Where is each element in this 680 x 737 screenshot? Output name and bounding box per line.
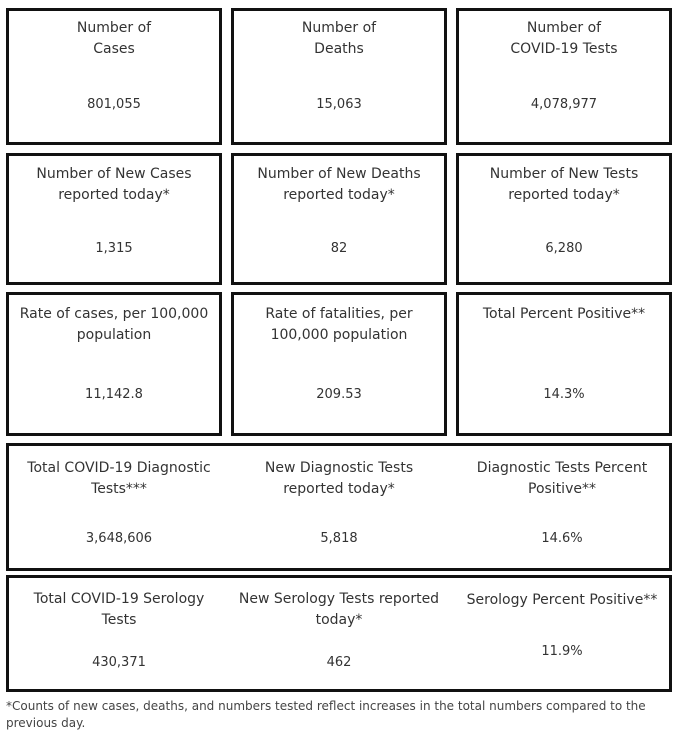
card-label: Number of Cases bbox=[76, 20, 152, 57]
card-value: 4,078,977 bbox=[530, 97, 598, 112]
card-new-tests-today bbox=[456, 153, 672, 285]
card-label: Number of New Deaths reported today* bbox=[257, 166, 421, 203]
card-value: 15,063 bbox=[316, 97, 362, 112]
card-value: 14.3% bbox=[543, 387, 585, 402]
serology-new-tests-today bbox=[231, 578, 447, 689]
card-value: 462 bbox=[326, 655, 352, 670]
card-label: Rate of cases, per 100,000 population bbox=[19, 306, 209, 343]
card-label: Number of New Cases reported today* bbox=[36, 166, 192, 203]
card-label: Number of COVID-19 Tests bbox=[510, 20, 618, 57]
card-value: 5,818 bbox=[320, 531, 358, 546]
card-value: 11.9% bbox=[541, 644, 583, 659]
footnote: *Counts of new cases, deaths, and numbers tested reflect increases in the total numbers compared to the previous day. bbox=[6, 699, 646, 730]
card-label: Total COVID-19 Serology Tests bbox=[33, 591, 205, 628]
card-new-cases-today bbox=[6, 153, 222, 285]
card-new-deaths-today bbox=[231, 153, 447, 285]
card-label: Total COVID-19 Diagnostic Tests*** bbox=[27, 460, 211, 497]
card-label: Serology Percent Positive** bbox=[466, 592, 658, 608]
card-label: Number of New Tests reported today* bbox=[489, 166, 639, 203]
card-total-percent-positive bbox=[456, 292, 672, 436]
card-value: 1,315 bbox=[95, 241, 133, 256]
card-rate-of-fatalities bbox=[231, 292, 447, 436]
card-label: Total Percent Positive** bbox=[482, 306, 646, 322]
card-value: 6,280 bbox=[545, 241, 583, 256]
diagnostic-total-tests bbox=[11, 446, 227, 568]
card-number-of-deaths bbox=[231, 8, 447, 145]
card-value: 801,055 bbox=[87, 97, 141, 112]
card-rate-of-cases bbox=[6, 292, 222, 436]
card-label: Number of Deaths bbox=[301, 20, 377, 57]
card-value: 14.6% bbox=[541, 531, 583, 546]
diagnostic-new-tests-today bbox=[231, 446, 447, 568]
card-label: New Diagnostic Tests reported today* bbox=[264, 460, 414, 497]
card-number-of-tests bbox=[456, 8, 672, 145]
card-number-of-cases bbox=[6, 8, 222, 145]
diagnostic-percent-positive bbox=[454, 446, 670, 568]
card-value: 430,371 bbox=[92, 655, 146, 670]
panel-diagnostic-tests bbox=[6, 443, 672, 571]
serology-total-tests bbox=[11, 578, 227, 689]
card-value: 3,648,606 bbox=[85, 531, 153, 546]
card-value: 82 bbox=[330, 241, 348, 256]
panel-serology-tests bbox=[6, 575, 672, 692]
serology-percent-positive bbox=[454, 578, 670, 689]
card-label: Diagnostic Tests Percent Positive** bbox=[476, 460, 648, 497]
card-value: 209.53 bbox=[316, 387, 362, 402]
card-label: Rate of fatalities, per 100,000 population bbox=[265, 306, 413, 343]
card-label: New Serology Tests reported today* bbox=[238, 591, 440, 628]
card-value: 11,142.8 bbox=[85, 387, 143, 402]
